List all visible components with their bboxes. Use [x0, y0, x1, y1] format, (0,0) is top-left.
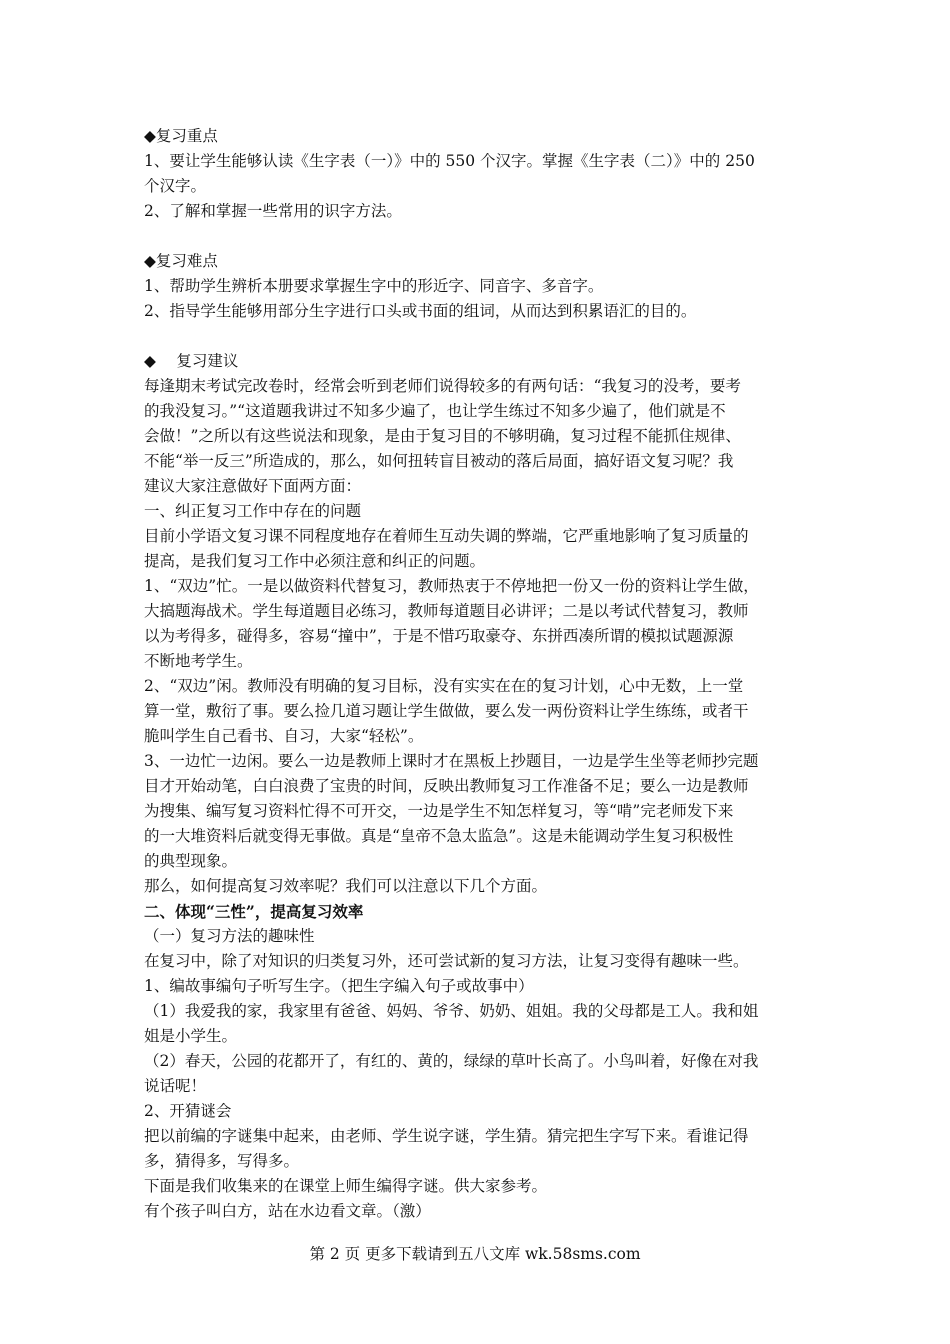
section-heading-review-suggestions: ◆ 复习建议 — [144, 352, 239, 370]
paragraph-line: 目才开始动笔，白白浪费了宝贵的时间，反映出教师复习工作准备不足；要么一边是教师 — [144, 777, 749, 795]
section-heading-review-focus: ◆复习重点 — [144, 127, 218, 145]
paragraph-line: 说话呢！ — [144, 1077, 207, 1095]
paragraph-line: 提高，是我们复习工作中必须注意和纠正的问题。 — [144, 552, 486, 570]
paragraph-line: 那么，如何提高复习效率呢？我们可以注意以下几个方面。 — [144, 877, 548, 895]
paragraph-line: 2、开猜谜会 — [144, 1102, 232, 1120]
paragraph-line: 1、编故事编句子听写生字。（把生字编入句子或故事中） — [144, 977, 534, 995]
paragraph-line: 2、了解和掌握一些常用的识字方法。 — [144, 202, 402, 220]
paragraph-line: 建议大家注意做好下面两方面： — [144, 477, 362, 495]
paragraph-line: 每逢期末考试完改卷时，经常会听到老师们说得较多的有两句话：“我复习的没考，要考 — [144, 377, 741, 395]
paragraph-line: 的一大堆资料后就变得无事做。真是“皇帝不急太监急”。这是未能调动学生复习积极性 — [144, 827, 734, 845]
document-body — [144, 124, 812, 1224]
paragraph-line: （2）春天，公园的花都开了，有红的、黄的，绿绿的草叶长高了。小鸟叫着，好像在对我 — [144, 1052, 759, 1070]
paragraph-line: 脆叫学生自己看书、自习，大家“轻松”。 — [144, 727, 424, 745]
blank-line — [144, 324, 812, 349]
section-heading-review-difficulty: ◆复习难点 — [144, 252, 218, 270]
paragraph-line: 不断地考学生。 — [144, 652, 253, 670]
paragraph-line: 大搞题海战术。学生每道题目必练习，教师每道题目必讲评；二是以考试代替复习，教师 — [144, 602, 749, 620]
subheading-fun-methods: （一）复习方法的趣味性 — [144, 927, 315, 945]
paragraph-line: 以为考得多，碰得多，容易“撞中”，于是不惜巧取豪夺、东拼西凑所谓的模拟试题源源 — [144, 627, 734, 645]
paragraph-line: 2、“双边”闲。教师没有明确的复习目标，没有实实在在的复习计划，心中无数，上一堂 — [144, 677, 744, 695]
paragraph-line: 3、一边忙一边闲。要么一边是教师上课时才在黑板上抄题目，一边是学生坐等老师抄完题 — [144, 752, 759, 770]
paragraph-line: 目前小学语文复习课不同程度地存在着师生互动失调的弊端，它严重地影响了复习质量的 — [144, 527, 749, 545]
paragraph-line: 有个孩子叫白方，站在水边看文章。（激） — [144, 1202, 431, 1220]
paragraph-line: 多，猜得多，写得多。 — [144, 1152, 300, 1170]
paragraph-line: 1、“双边”忙。一是以做资料代替复习，教师热衷于不停地把一份又一份的资料让学生做， — [144, 577, 759, 595]
paragraph-line: 下面是我们收集来的在课堂上师生编得字谜。供大家参考。 — [144, 1177, 548, 1195]
bold-heading-three-qualities: 二、体现“三性”，提高复习效率 — [144, 902, 364, 921]
paragraph-line: 姐是小学生。 — [144, 1027, 238, 1045]
page-footer: 第 2 页 更多下载请到五八文库 wk.58sms.com — [309, 1245, 641, 1263]
paragraph-line: 为搜集、编写复习资料忙得不可开交，一边是学生不知怎样复习，等“啃”完老师发下来 — [144, 802, 734, 820]
paragraph-line: 2、指导学生能够用部分生字进行口头或书面的组词，从而达到积累语汇的目的。 — [144, 302, 697, 320]
paragraph-line: 的我没复习。”“这道题我讲过不知多少遍了，也让学生练过不知多少遍了，他们就是不 — [144, 402, 726, 420]
paragraph-line: 1、要让学生能够认读《生字表（一）》中的 550 个汉字。掌握《生字表（二）》中的 250 — [144, 152, 755, 170]
paragraph-line: （1）我爱我的家，我家里有爸爸、妈妈、爷爷、奶奶、姐姐。我的父母都是工人。我和姐 — [144, 1002, 759, 1020]
paragraph-line: 1、帮助学生辨析本册要求掌握生字中的形近字、同音字、多音字。 — [144, 277, 604, 295]
paragraph-line: 个汉字。 — [144, 177, 207, 195]
paragraph-line: 会做！”之所以有这些说法和现象，是由于复习目的不够明确，复习过程不能抓住规律、 — [144, 427, 741, 445]
paragraph-line: 不能“举一反三”所造成的，那么，如何扭转盲目被动的落后局面，搞好语文复习呢？我 — [144, 452, 734, 470]
paragraph-line: 算一堂，敷衍了事。要么捡几道习题让学生做做，要么发一两份资料让学生练练，或者干 — [144, 702, 749, 720]
subheading-correct-problems: 一、纠正复习工作中存在的问题 — [144, 502, 362, 520]
blank-line — [144, 224, 812, 249]
paragraph-line: 的典型现象。 — [144, 852, 238, 870]
paragraph-line: 把以前编的字谜集中起来，由老师、学生说字谜，学生猜。猜完把生字写下来。看谁记得 — [144, 1127, 749, 1145]
paragraph-line: 在复习中，除了对知识的归类复习外，还可尝试新的复习方法，让复习变得有趣味一些。 — [144, 952, 749, 970]
